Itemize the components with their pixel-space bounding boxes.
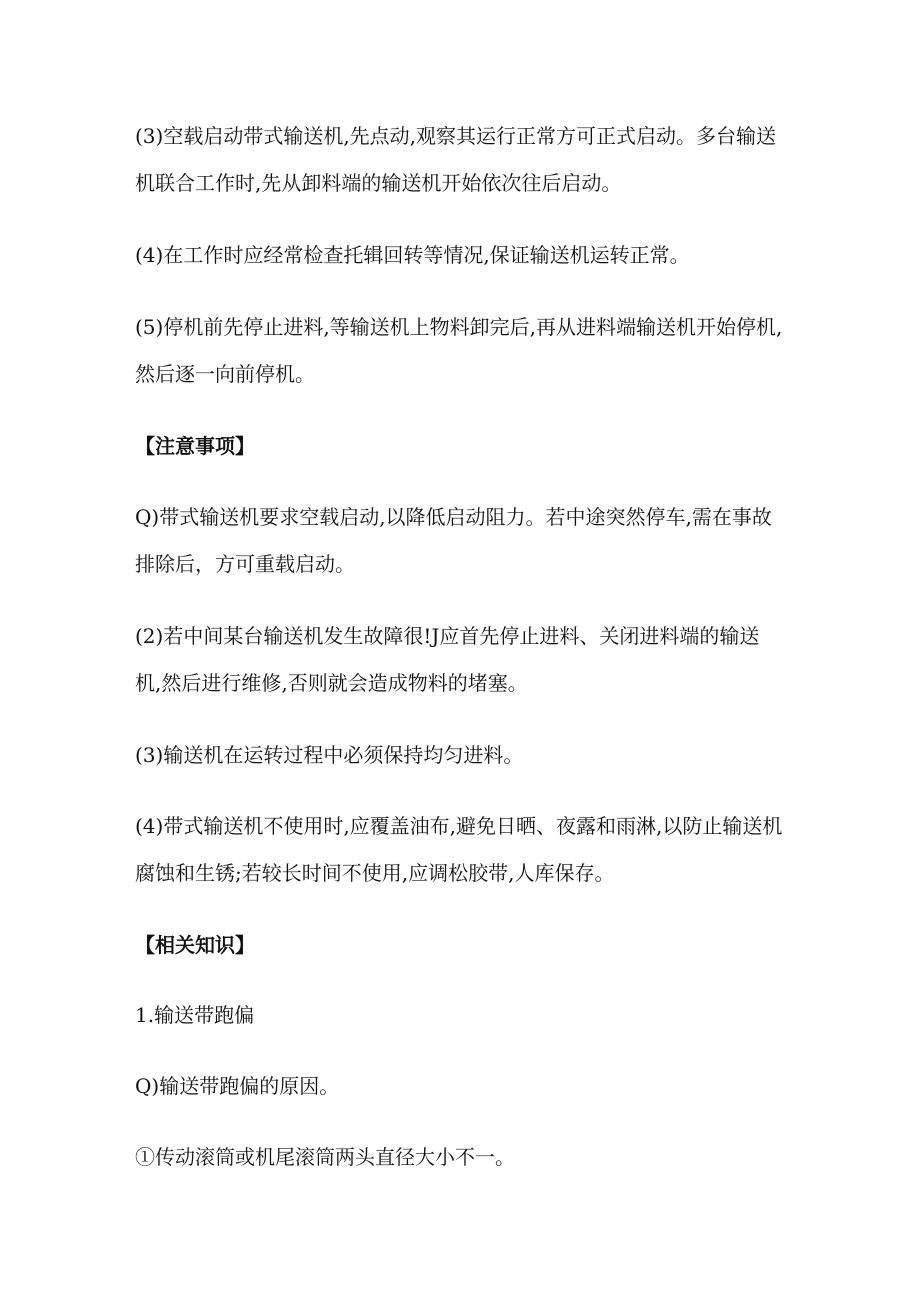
paragraph-deviation-causes: Q)输送带跑偏的原因。 [135, 1074, 340, 1098]
section-heading-precautions: 【注意事项】 [135, 434, 255, 458]
section-heading-related-knowledge: 【相关知识】 [135, 933, 255, 957]
paragraph-storage: (4)带式输送机不使用时,应覆盖油布,避免日晒、夜露和雨淋,以防止输送机腐蚀和生锈;若较长时间不使用,应调松胶带,人库保存。 [135, 814, 783, 885]
paragraph-cause-1: ①传动滚筒或机尾滚筒两头直径大小不一。 [135, 1145, 515, 1169]
paragraph-empty-start: Q)带式输送机要求空载启动,以降低启动阻力。若中途突然停车,需在事故排除后，方可重载启动。 [135, 505, 772, 576]
paragraph-inspection: (4)在工作时应经常检查托辑回转等情况,保证输送机运转正常。 [135, 243, 690, 267]
paragraph-even-feed: (3)输送机在运转过程中必须保持均匀进料。 [135, 743, 524, 767]
paragraph-startup: (3)空载启动带式输送机,先点动,观察其运行正常方可正式启动。多台输送机联合工作时,先从卸料端的输送机开始依次往后启动。 [135, 124, 777, 195]
paragraph-belt-deviation-title: 1.输送带跑偏 [135, 1003, 255, 1027]
paragraph-shutdown: (5)停机前先停止进料,等输送机上物料卸完后,再从进料端输送机开始停机,然后逐一向前停机。 [135, 315, 783, 386]
paragraph-fault: (2)若中间某台输送机发生故障很!J应首先停止进料、关闭进料端的输送机,然后进行维修,否则就会造成物料的堵塞。 [135, 624, 760, 695]
